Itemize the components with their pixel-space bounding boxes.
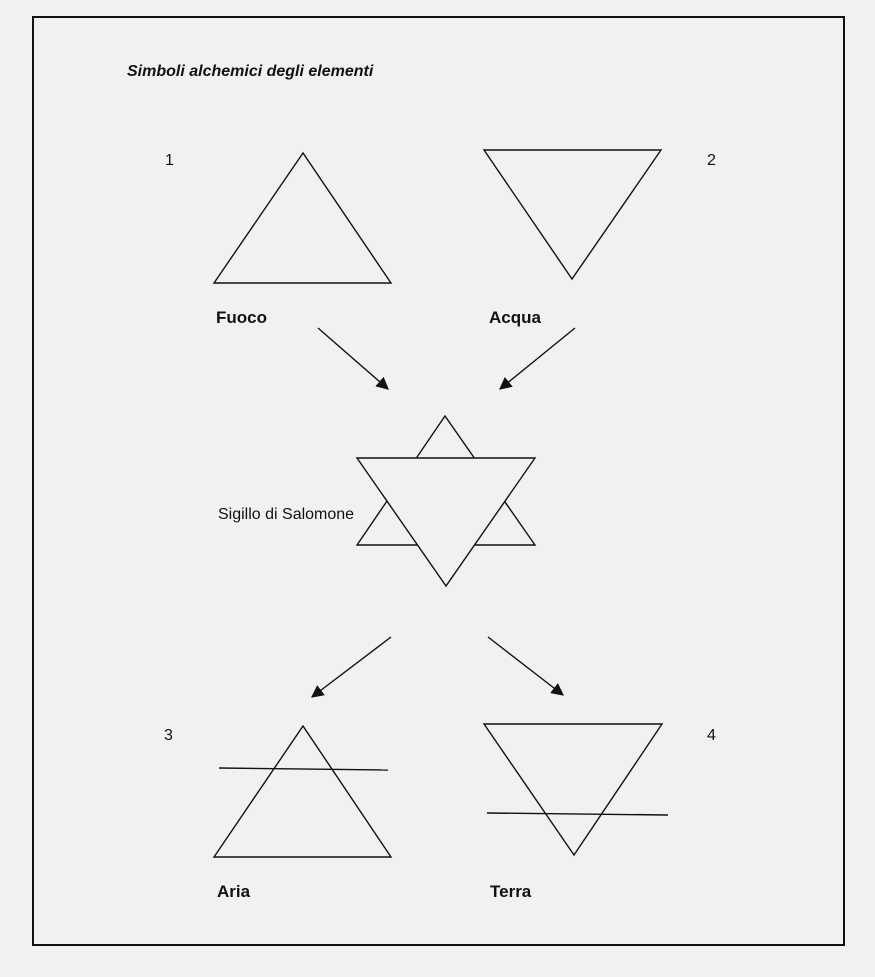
element-label-fuoco: Fuoco — [216, 308, 267, 327]
element-label-aria: Aria — [217, 882, 251, 901]
arrow-fire-to-seal — [318, 328, 388, 389]
element-number-4: 4 — [707, 727, 716, 744]
seal-label: Sigillo di Salomone — [218, 506, 355, 523]
arrow-water-to-seal — [500, 328, 575, 389]
fire-triangle-icon — [214, 153, 391, 283]
arrow-seal-to-air — [312, 637, 391, 697]
water-triangle-icon — [484, 150, 661, 279]
element-number-1: 1 — [165, 152, 174, 169]
arrow-seal-to-earth — [488, 637, 563, 695]
element-label-acqua: Acqua — [489, 308, 541, 327]
diagram-title: Simboli alchemici degli elementi — [127, 63, 374, 80]
earth-triangle-icon — [484, 724, 668, 855]
element-label-terra: Terra — [490, 882, 532, 901]
air-triangle-icon — [214, 726, 391, 857]
seal-of-solomon-icon — [357, 416, 535, 586]
element-number-3: 3 — [164, 727, 173, 744]
element-number-2: 2 — [707, 152, 716, 169]
